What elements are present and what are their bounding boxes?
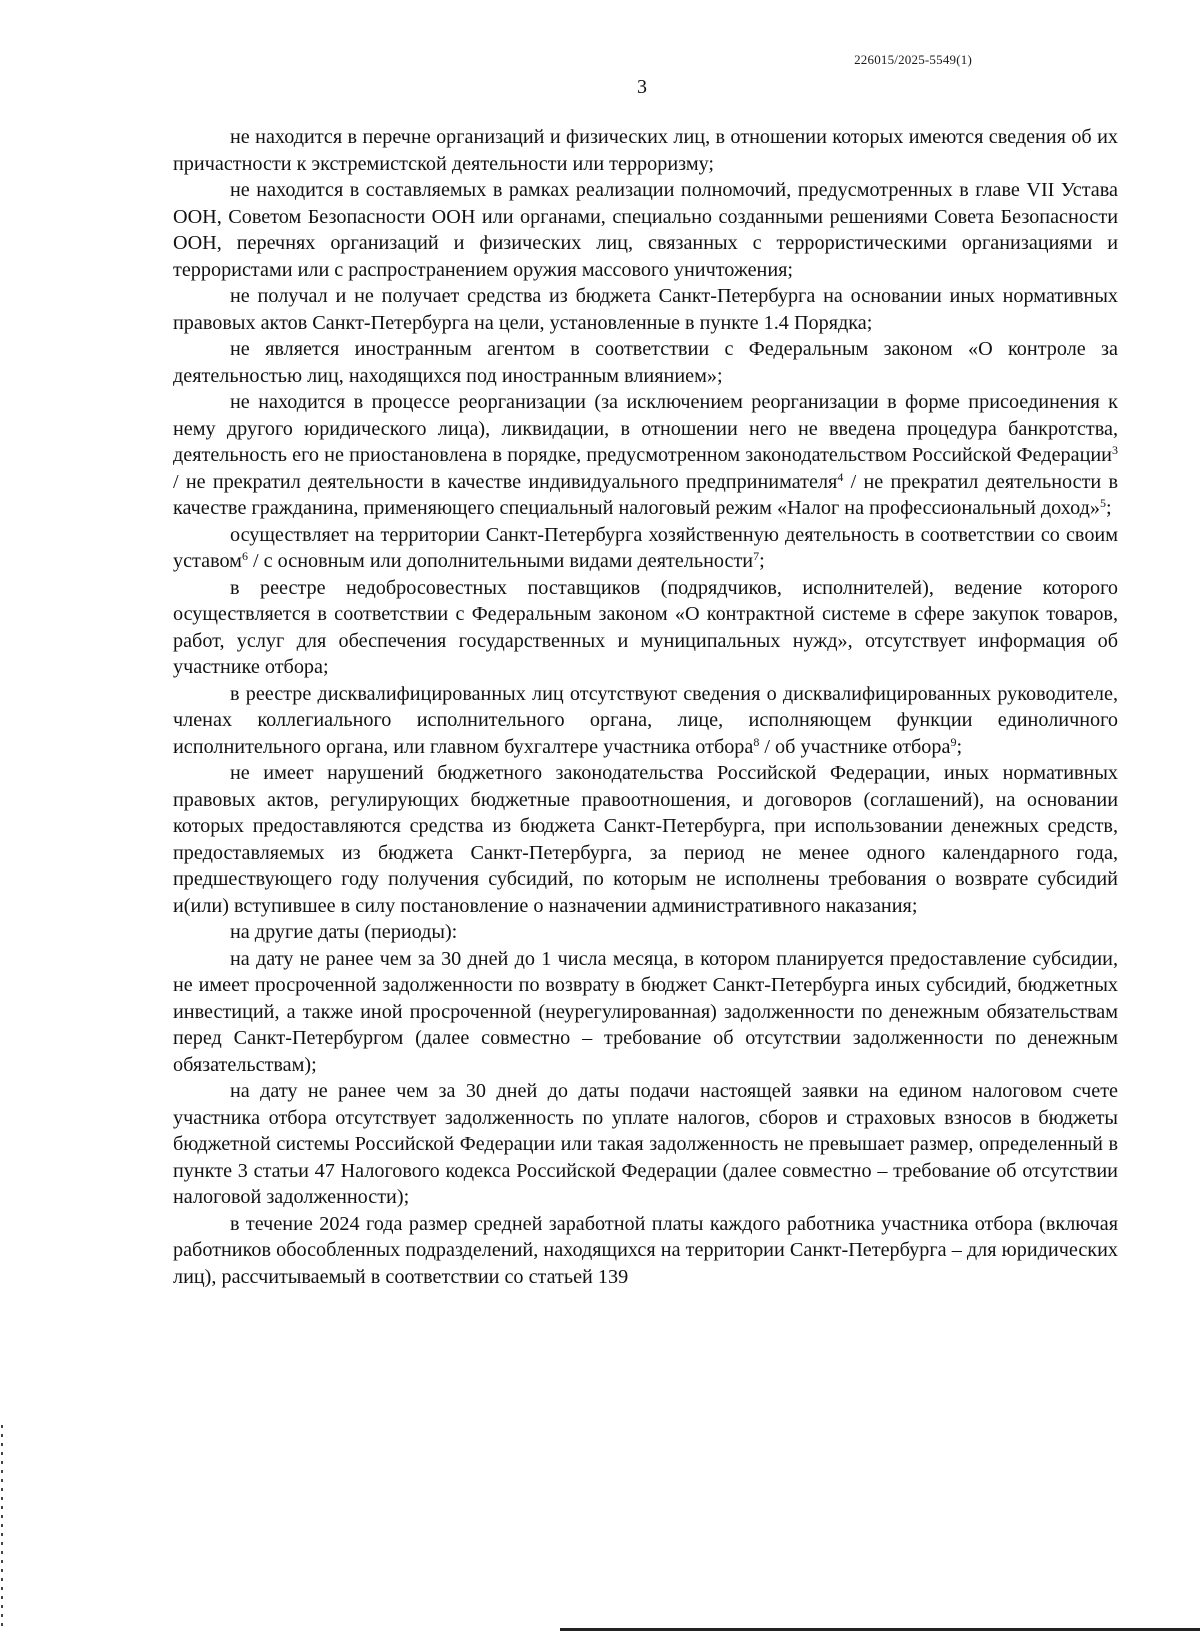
paragraph-text: / не прекратил деятельности в качестве индивидуального предпринимателя [173, 470, 838, 493]
paragraph-9 [173, 760, 1118, 919]
document-id: 226015/2025-5549(1) [854, 52, 972, 67]
paragraph-text: не находится в составляемых в рамках реализации полномочий, предусмотренных в главе VII Устава ООН, Советом Безопасности ООН или органами, специально созданными решениями Совета Безопасности ООН, перечнях организаций и физических лиц, связанных с террористическими организациями и террористами или с распространением оружия массового уничтожения; [173, 179, 1118, 281]
paragraph-text: не находится в процессе реорганизации (за исключением реорганизации в форме присоединения к нему другого юридического лица), ликвидации, в отношении него не введена процедура банкротства, деятельность его не приостановлена в порядке, предусмотренном законодательством Российской Федерации [173, 391, 1118, 466]
paragraph-text: осуществляет на территории Санкт-Петербурга хозяйственную деятельность в соответствии со своим уставом [173, 523, 1118, 572]
paragraph-text: ; [956, 735, 963, 758]
paragraph-12 [173, 1078, 1118, 1211]
paragraph-7 [173, 575, 1118, 681]
paragraph-4 [173, 336, 1118, 389]
paragraph-10 [173, 919, 1118, 946]
paragraph-text: на другие даты (периоды): [230, 921, 458, 943]
paragraph-text: не является иностранным агентом в соответствии с Федеральным законом «О контроле за деятельностью лиц, находящихся под иностранным влиянием»; [173, 338, 1118, 387]
paragraph-text: / не прекратил деятельности в качестве гражданина, применяющего специальный налоговый режим «Налог на профессиональный доход» [173, 470, 1118, 519]
paragraph-text: / с основным или дополнительными видами деятельности [247, 550, 754, 572]
paragraph-text: не имеет нарушений бюджетного законодательства Российской Федерации, иных нормативных правовых актов, регулирующих бюджетные правоотношения, и договоров (соглашений), на основании которых предоставляются средства из бюджета Санкт-Петербурга, при использовании денежных средств, предоставляемых из бюджета Санкт-Петербурга, за период не менее одного календарного года, предшествующего году получения субсидий, по которым не исполнены требования о возврате субсидий и(или) вступившее в силу постановление о назначении административного наказания; [173, 762, 1118, 917]
paragraph-text: не находится в перечне организаций и физических лиц, в отношении которых имеются сведения об их причастности к экстремистской деятельности или терроризму; [173, 126, 1118, 175]
paragraph-text: ; [759, 550, 765, 572]
paragraph-text: / об участнике отбора [759, 735, 951, 758]
paragraph-text: ; [1105, 497, 1112, 519]
paragraph-5 [173, 389, 1118, 522]
paragraph-text: на дату не ранее чем за 30 дней до даты подачи настоящей заявки на едином налоговом счете участника отбора отсутствует задолженность по уплате налогов, сборов и страховых взносов в бюджеты бюджетной системы Российской Федерации или такая задолженность не превышает размер, определенный в пункте 3 статьи 47 Налогового кодекса Российской Федерации (далее совместно – требование об отсутствии налоговой задолженности); [173, 1080, 1118, 1208]
footnote-ref: 4 [837, 469, 844, 484]
paragraph-text: в реестре недобросовестных поставщиков (подрядчиков, исполнителей), ведение которого осуществляется в соответствии с Федеральным законом «О контрактной системе в сфере закупок товаров, работ, услуг для обеспечения государственных и муниципальных нужд», отсутствует информация об участнике отбора; [173, 576, 1118, 678]
footnote-ref: 7 [753, 549, 760, 563]
footnote-ref: 9 [950, 734, 957, 749]
paragraph-6 [173, 522, 1118, 575]
paragraph-8 [173, 681, 1118, 761]
paragraph-11 [173, 946, 1118, 1079]
paragraph-13 [173, 1211, 1118, 1291]
paragraph-2 [173, 177, 1118, 283]
footnote-ref: 6 [241, 549, 248, 563]
scan-edge-left [1, 1425, 3, 1631]
footnote-ref: 3 [1112, 443, 1118, 457]
paragraph-3 [173, 283, 1118, 336]
paragraph-text: в реестре дисквалифицированных лиц отсутствуют сведения о дисквалифицированных руководителе, членах коллегиального исполнительного органа, лице, исполняющем функции единоличного исполнительного органа, или главном бухгалтере участника отбора [173, 682, 1118, 758]
paragraph-text: в течение 2024 года размер средней заработной платы каждого работника участника отбора (включая работников обособленных подразделений, находящихся на территории Санкт-Петербурга – для юридических лиц), рассчитываемый в соответствии со статьей 139 [173, 1212, 1118, 1288]
page-number: 3 [637, 76, 647, 98]
paragraph-text: на дату не ранее чем за 30 дней до 1 числа месяца, в котором планируется предоставление субсидии, не имеет просроченной задолженности по возврату в бюджет Санкт-Петербурга иных субсидий, бюджетных инвестиций, а также иной просроченной (неурегулированная) задолженности по денежным обязательствам перед Санкт-Петербургом (далее совместно – требование об отсутствии задолженности по денежным обязательствам); [173, 947, 1118, 1076]
document-body [173, 124, 1118, 1290]
footnote-ref: 8 [753, 734, 760, 749]
footnote-ref: 5 [1099, 496, 1106, 510]
paragraph-text: не получал и не получает средства из бюджета Санкт-Петербурга на основании иных нормативных правовых актов Санкт-Петербурга на цели, установленные в пункте 1.4 Порядка; [173, 285, 1118, 334]
paragraph-1 [173, 124, 1118, 177]
